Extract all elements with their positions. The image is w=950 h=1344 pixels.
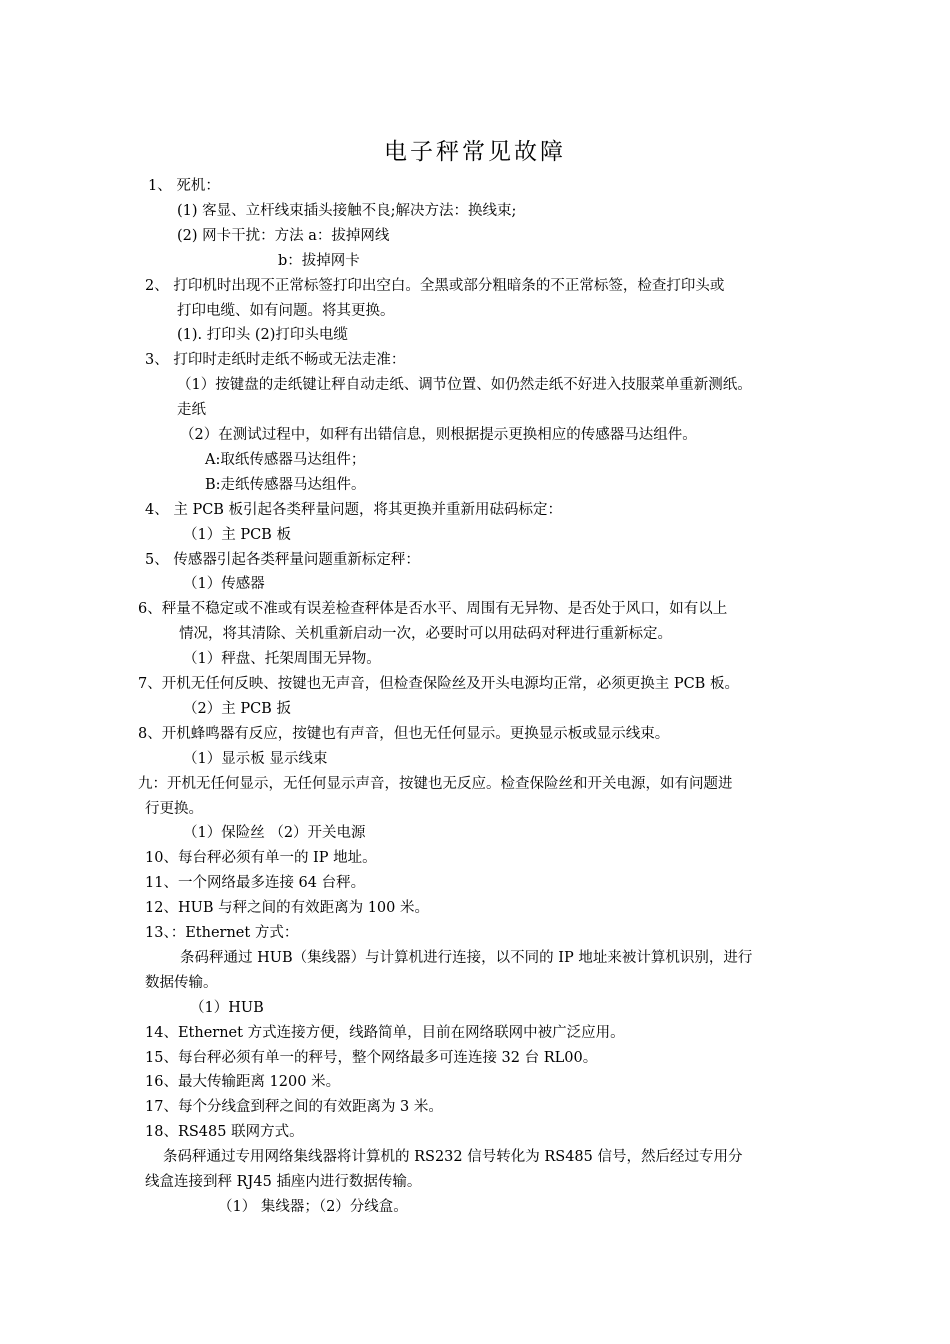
- document-line: 线盒连接到秤 RJ45 插座内进行数据传输。: [145, 1174, 422, 1190]
- document-line: 16、最大传输距离 1200 米。: [145, 1074, 341, 1091]
- document-line: 情况，将其清除、关机重新启动一次，必要时可以用砝码对秤进行重新标定。: [179, 626, 672, 643]
- document-line: 7、开机无任何反映、按键也无声音，但检查保险丝及开头电源均正常，必须更换主 PCB 板。: [138, 676, 739, 692]
- document-line: 2、 打印机时出现不正常标签打印出空白。全黑或部分粗暗条的不正常标签，检查打印头或: [145, 277, 725, 294]
- document-line: 3、 打印时走纸时走纸不畅或无法走准：: [145, 352, 406, 369]
- document-line: 18、RS485 联网方式。: [145, 1124, 304, 1141]
- document-line: 行更换。: [145, 800, 203, 817]
- document-line: 6、秤量不稳定或不准或有误差检查秤体是否水平、周围有无异物、是否处于风口，如有以上: [138, 601, 728, 618]
- document-line: 数据传输。: [145, 974, 218, 991]
- document-line: A:取纸传感器马达组件；: [205, 451, 366, 468]
- document-line: 条码秤通过专用网络集线器将计算机的 RS232 信号转化为 RS485 信号，然后经过专用分: [163, 1149, 743, 1166]
- document-line: （1）显示板 显示线束: [183, 750, 328, 767]
- document-line: （1） 集线器；（2）分线盒。: [218, 1198, 408, 1215]
- document-title: 电子秤常见故障: [384, 139, 566, 165]
- document-line: (1) 客显、立杆线束插头接触不良;解决方法：换线束;: [177, 202, 517, 219]
- document-line: 17、每个分线盒到秤之间的有效距离为 3 米。: [145, 1099, 443, 1116]
- document-line: （1）保险丝 （2）开关电源: [183, 825, 366, 842]
- document-line: B:走纸传感器马达组件。: [205, 476, 366, 493]
- document-line: 8、开机蜂鸣器有反应，按键也有声音，但也无任何显示。更换显示板或显示线束。: [138, 725, 670, 742]
- document-line: 九：开机无任何显示，无任何显示声音，按键也无反应。检查保险丝和开关电源，如有问题进: [138, 775, 733, 792]
- document-line: 走纸: [177, 402, 206, 419]
- document-line: （1）HUB: [190, 999, 264, 1016]
- document-line: 15、每台秤必须有单一的秤号，整个网络最多可连连接 32 台 RL00。: [145, 1049, 598, 1066]
- document-line: （2）在测试过程中，如秤有出错信息，则根据提示更换相应的传感器马达组件。: [180, 427, 697, 443]
- document-line: 10、每台秤必须有单一的 IP 地址。: [145, 850, 377, 867]
- document-line: 1、 死机：: [148, 178, 220, 194]
- document-line: （1）传感器: [183, 576, 265, 593]
- document-line: 4、 主 PCB 板引起各类秤量问题，将其更换并重新用砝码标定：: [145, 501, 563, 518]
- document-line: 5、 传感器引起各类秤量问题重新标定秤：: [145, 551, 420, 568]
- document-line: 13、：Ethernet 方式：: [145, 925, 299, 941]
- document-line: （2）主 PCB 扳: [183, 700, 291, 717]
- document-line: （1）主 PCB 板: [183, 526, 291, 543]
- document-line: b：拔掉网卡: [278, 252, 360, 269]
- document-line: （1）秤盘、托架周围无异物。: [183, 651, 381, 668]
- document-line: (1). 打印头 (2)打印头电缆: [177, 327, 348, 344]
- document-line: （1）按键盘的走纸键让秤自动走纸、调节位置、如仍然走纸不好进入技服菜单重新测纸。: [177, 377, 752, 394]
- document-line: 条码秤通过 HUB（集线器）与计算机进行连接，以不同的 IP 地址来被计算机识别，进行: [180, 949, 753, 966]
- document-line: (2) 网卡干扰：方法 a：拔掉网线: [177, 227, 390, 244]
- document-line: 12、HUB 与秤之间的有效距离为 100 米。: [145, 900, 429, 917]
- document-line: 14、Ethernet 方式连接方便，线路简单，目前在网络联网中被广泛应用。: [145, 1024, 625, 1041]
- document-line: 11、一个网络最多连接 64 台秤。: [145, 875, 366, 892]
- document-line: 打印电缆、如有问题。将其更换。: [177, 302, 395, 319]
